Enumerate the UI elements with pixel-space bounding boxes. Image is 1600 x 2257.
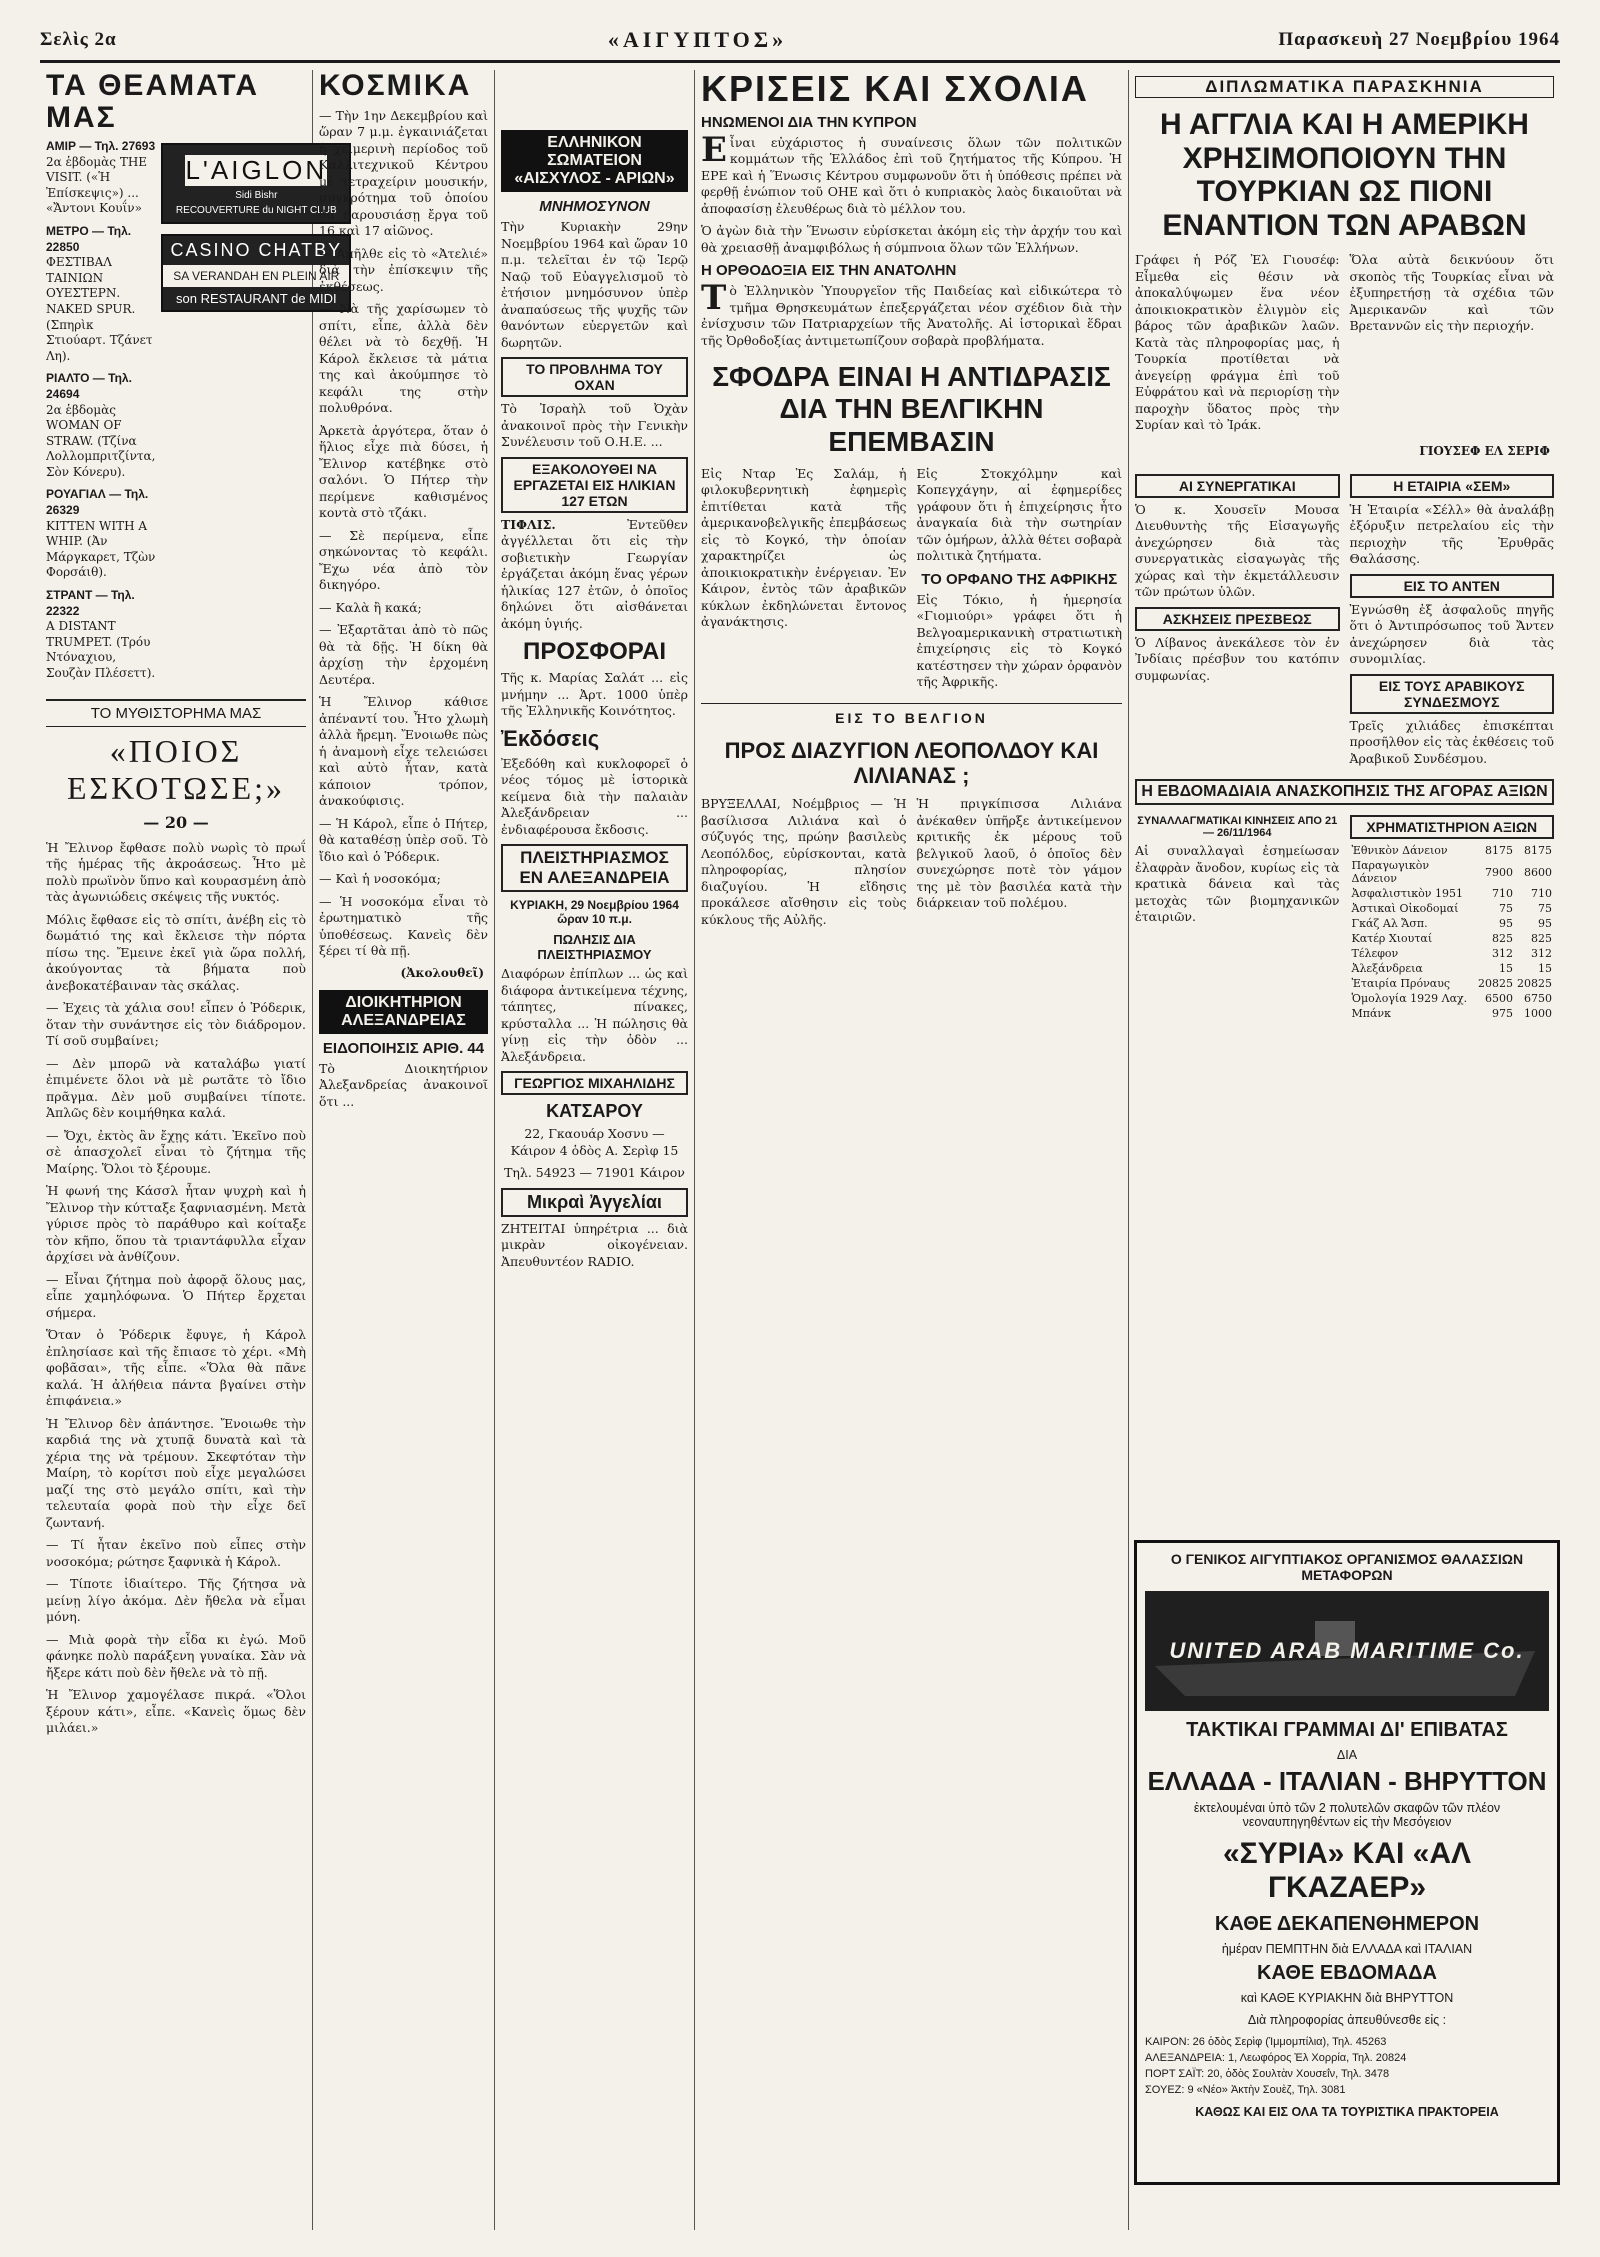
masthead xyxy=(40,20,1560,63)
notice-text: Τὸ Διοικητήριον Ἀλεξανδρείας ἀνακοινοῖ ὅτι ... xyxy=(319,1060,488,1109)
stock-name: Παραγωγικὸν Δάνειον xyxy=(1351,859,1430,886)
ad-frequency: ΚΑΘΕ ΕΒΔΟΜΑΔΑ xyxy=(1257,1962,1437,1984)
article-text: Γράφει ἡ Ρόζ Ἐλ Γιουσέφ: Εἶμεθα εἰς θέσιν νὰ ἀποκαλύψωμεν ἕνα νέον ἀποικιοκρατικὸν ἐλιγμὸν εἰς βάρος τῶν ἀραβικῶν λαῶν. Κατὰ τὰς πληροφορίας μας, ἡ Τουρκία προτίθεται νὰ ἀνεγείρῃ φράγμα ἐπὶ τοῦ Εὐφράτου καὶ νὰ περιορίσῃ τὴν παροχὴν ὕδατος πρὸς τὴν Συρίαν καὶ τὸ Ἰράκ. xyxy=(1135,252,1340,433)
box-text: Τὸ Ἰσραὴλ τοῦ Ὀχὰν ἀνακοινοῖ πρὸς τὴν Γενικὴν Συνέλευσιν τοῦ Ο.Η.Ε. ... xyxy=(501,401,688,449)
novel-paragraph: Μόλις ἔφθασε εἰς τὸ σπίτι, ἀνέβη εἰς τὸ δωμάτιό της καὶ ἔκλεισε τὴν πόρτα πίσω της. Ἔμεινε ἐκεῖ γιὰ ὥρα πολλή, ἀκούγοντας τὰ βήματα ποὺ ἀνεβοκατέβαιναν τὰς σκάλας. xyxy=(46,911,306,993)
novel-paragraph: Ἡ Ἔλινορ κάθισε ἀπέναντί του. Ἦτο χλωμὴ ἀλλὰ ἤρεμη. Ἔνοιωθε πὼς ἡ ἀναμονὴ εἶχε τελειώσει καὶ αὐτὸ ἦταν, κατὰ κάποιον τρόπον, ἀνακούφισις. xyxy=(319,694,488,808)
issue-date: Παρασκευὴ 27 Νοεμβρίου 1964 xyxy=(1278,29,1560,50)
notice-number: ΕΙΔΟΠΟΙΗΣΙΣ ΑΡΙΘ. 44 xyxy=(322,1039,485,1057)
novel-title: «ΠΟΙΟΣ ΕΣΚΟΤΩΣΕ;» xyxy=(67,732,285,806)
comment-text: Ὁ ἀγὼν διὰ τὴν Ἕνωσιν εὑρίσκεται ἀκόμη εἰς τὴν ἀρχήν του καὶ θὰ χρειασθῇ ἀναμφιβόλως ἡ σύμπνοια ὅλων τῶν Ἑλλήνων. xyxy=(701,223,1122,255)
ad-ship-names: «ΣΥΡΙΑ» ΚΑΙ «ΑΛ ΓΚΑΖΑΕΡ» xyxy=(1222,1837,1472,1904)
cinema-listing: ΣΤΡΑΝΤ — Τηλ. 22322 A DISTANT TRUMPET. (Τρόυ Ντόναχιου, Σουζὰν Πλέσεττ). xyxy=(46,588,156,680)
classifieds-heading: Μικραὶ Ἀγγελίαι xyxy=(501,1188,688,1217)
byline: ΓΙΟΥΣΕΦ ΕΛ ΣΕΡΙΦ xyxy=(1419,443,1550,458)
comment-subheading: Η ΟΡΘΟΔΟΞΙΑ ΕΙΣ ΤΗΝ ΑΝΑΤΟΛΗΝ xyxy=(701,262,957,280)
novel-paragraph: — Ἐχεις τὰ χάλια σου! εἶπεν ὁ Ῥόδερικ, ὅταν τὴν συνάντησε εἰς τὸν διάδρομον. Τί σοῦ συμβαίνει; xyxy=(46,1000,306,1049)
ad-organisation: Ο ΓΕΝΙΚΟΣ ΑΙΓΥΠΤΙΑΚΟΣ ΟΡΓΑΝΙΣΜΟΣ ΘΑΛΑΣΣΙΩΝ ΜΕΤΑΦΟΡΩΝ xyxy=(1170,1551,1524,1583)
section-heading-comments: ΚΡΙΣΕΙΣ ΚΑΙ ΣΧΟΛΙΑ xyxy=(701,68,1089,109)
publications-text: Ἐξεδόθη καὶ κυκλοφορεῖ ὁ νέος τόμος μὲ ἱστορικὰ κείμενα διὰ τὴν παλαιὰν Ἀλεξάνδρειαν ... ἐνδιαφέρουσα ἔκδοσις. xyxy=(501,755,688,837)
stock-row xyxy=(1350,843,1555,858)
stock-price: 825 xyxy=(1492,932,1513,946)
auction-heading: ΠΛΕΙΣΤΗΡΙΑΣΜΟΣ ΕΝ ΑΛΕΞΑΝΔΡΕΙΑ xyxy=(501,844,688,892)
cinema-listing: ΜΕΤΡΟ — Τηλ. 22850 ΦΕΣΤΙΒΑΛ ΤΑΙΝΙΩΝ ΟΥΕΣΤΕΡΝ. NAKED SPUR. (Σπηρὶκ Στιούαρτ. Τζάνετ Λη). xyxy=(46,223,153,363)
stock-row xyxy=(1350,961,1555,976)
box-heading: ΤΟ ΠΡΟΒΛΗΜΑ ΤΟΥ ΟΧΑΝ xyxy=(501,357,688,397)
novel-paragraph: — Καὶ ἡ νοσοκόμα; xyxy=(319,871,441,886)
page-number: Σελὶς 2α xyxy=(40,29,117,50)
novel-paragraph: Ἡ Ἔλινορ ἔφθασε πολὺ νωρὶς τὸ πρωΐ τῆς ἡμέρας τῆς ἀκροάσεως. Ἦτο μὲ πολὺ πρωϊνὸν ὕπνο καὶ κουρασμένη ἀπὸ τὰς ἀγωνιώδεις σκέψεις τῆς νυκτός. xyxy=(46,839,306,905)
brief-text: Ἡ Ἑταιρία «Σέλλ» θὰ ἀναλάβῃ ἐξόρυξιν πετρελαίου εἰς τὴν περιοχὴν τῆς Ἐρυθρᾶς Θαλάσσης. xyxy=(1349,501,1554,567)
auction-date: ΚΥΡΙΑΚΗ, 29 Νοεμβρίου 1964 ὥραν 10 π.μ. xyxy=(510,898,679,926)
contact-line: ΑΛΕΞΑΝΔΡΕΙΑ: 1, Λεωφόρος Ἐλ Χορρία, Τηλ. 20824 xyxy=(1145,2051,1407,2064)
two-column-article xyxy=(701,466,1122,697)
auction-subheading: ΠΩΛΗΣΙΣ ΔΙΑ ΠΛΕΙΣΤΗΡΙΑΣΜΟΥ xyxy=(537,932,652,962)
auction-text: Διαφόρων ἐπίπλων ... ὡς καὶ διάφορα ἀντικείμενα τέχνης, τάπητες, πίνακες, κρύσταλλα ... Ἡ πώλησις θὰ γίνῃ εἰς τὴν ὁδὸν ... Ἀλεξάνδρεια. xyxy=(501,966,688,1064)
ad-route: ΕΛΛΑΔΑ - ΙΤΑΛΙΑΝ - ΒΗΡΥΤΤΟΝ xyxy=(1147,1766,1547,1796)
memorial-text: Τὴν Κυριακὴν 29ην Νοεμβρίου 1964 καὶ ὥραν 10 π.μ. τελεῖται ἐν τῷ Ἱερῷ Ναῷ τοῦ Εὐαγγελισμοῦ τὸ ἐτήσιον μνημόσυνον ὑπὲρ ἀναπαύσεως τῆς ψυχῆς τῶν θανόντων εὐεργετῶν καὶ δωρητῶν. xyxy=(501,219,688,350)
stock-price: 15 xyxy=(1538,962,1552,976)
article-text: Ὅλα αὐτὰ δεικνύουν ὅτι σκοπὸς τῆς Τουρκίας εἶναι νὰ ἐξυπηρετήσῃ τὰ σχέδια τῶν Ἀμερικανῶν καὶ τῶν Βρεταννῶν εἰς τὴν περιοχήν. xyxy=(1349,252,1554,334)
stock-price: 20825 xyxy=(1517,977,1552,991)
brief-text: Ὁ κ. Χουσεῖν Μουσα Διευθυντὴς τῆς Εἰσαγωγῆς ἀνεχώρησεν διὰ τὰς συνεργατικὰς εἰσαγωγὰς τῆς χώρας καὶ τὴν ἐκμετάλλευσιν τῶν πρώτων ὑλῶν. xyxy=(1135,501,1340,600)
ship-illustration xyxy=(1145,1591,1549,1711)
ad-contacts xyxy=(1145,2035,1549,2099)
ship-lettering: UNITED ARAB MARITIME Co. xyxy=(1169,1638,1525,1663)
comment-subheading: ΗΝΩΜΕΝΟΙ ΔΙΑ ΤΗΝ ΚΥΠΡΟΝ xyxy=(701,113,917,131)
novel-paragraph: — Ἡ Κάρολ, εἶπε ὁ Πήτερ, θὰ καταθέσῃ ὑπὲρ σοῦ. Τὸ ἴδιο καὶ ὁ Ῥόδερικ. xyxy=(319,815,488,864)
market-heading: Η ΕΒΔΟΜΑΔΙΑΙΑ ΑΝΑΣΚΟΠΗΣΙΣ ΤΗΣ ΑΓΟΡΑΣ ΑΞΙΩΝ xyxy=(1135,779,1554,805)
serial-section-title: ΤΟ ΜΥΘΙΣΤΟΡΗΜΑ ΜΑΣ xyxy=(46,699,306,727)
article-subheading: ΤΟ ΟΡΦΑΝΟ ΤΗΣ ΑΦΡΙΚΗΣ xyxy=(921,570,1118,588)
turkey-headline: Η ΑΓΓΛΙΑ ΚΑΙ Η ΑΜΕΡΙΚΗ ΧΡΗΣΙΜΟΠΟΙΟΥΝ ΤΗΝ ΤΟΥΡΚΙΑΝ ΩΣ ΠΙΟΝΙ ΕΝΑΝΤΙΟΝ ΤΩΝ ΑΡΑΒΩΝ xyxy=(1160,108,1529,242)
stock-price: 6500 xyxy=(1485,992,1513,1006)
stock-name: Τέλεφον xyxy=(1351,947,1399,961)
ad-headline: ΤΑΚΤΙΚΑΙ ΓΡΑΜΜΑΙ ΔΙ' ΕΠΙΒΑΤΑΣ xyxy=(1186,1719,1508,1741)
column-society xyxy=(313,70,494,2230)
novel-paragraph: — Ἐξαρτᾶται ἀπὸ τὸ πῶς θὰ τὰ δῇς. Ἡ δίκη θὰ ἀρχίσῃ τὴν ἐρχομένη Δευτέρα. xyxy=(319,622,488,687)
article-text: Εἰς Στοκχόλμην καὶ Κοπεγχάγην, αἱ ἐφημερίδες γράφουν ὅτι ἡ ἐπιχείρησις ἦτο ἀναγκαία διὰ τὴν σωτηρίαν τῶν ὁμήρων, ἀλλὰ θέτει σοβαρὰ πολιτικὰ ζητήματα. xyxy=(916,465,1122,564)
brief-text: Ἐγνώσθη ἐξ ἀσφαλοῦς πηγῆς ὅτι ὁ Ἀντιπρόσωπος τοῦ Ἄντεν ἀνεχώρησεν διὰ τὰς συνομιλίας. xyxy=(1349,601,1554,667)
society-paragraph: — Τὴν 1ην Δεκεμβρίου καὶ ὥραν 7 μ.μ. ἐγκαινιάζεται ἡ χειμερινὴ περίοδος τοῦ Καλλιτεχνικοῦ Κέντρου μὲ τετραχείριν μουσικήν, συγκρότημα τοῦ ὁποίου θὰ παρουσιάσῃ ἔργα τοῦ 16 καὶ 17 αἰῶνος. xyxy=(319,107,488,238)
offerings-text: Τῆς κ. Μαρίας Σαλάτ ... εἰς μνήμην ... Ἀρτ. 1000 ὑπὲρ τῆς Ἐλληνικῆς Κοινότητος. xyxy=(501,670,688,718)
brief-heading: ΑΣΚΗΣΕΙΣ ΠΡΕΣΒΕΩΣ xyxy=(1135,607,1340,631)
stock-row xyxy=(1350,946,1555,961)
notice-heading: ΔΙΟΙΚΗΤΗΡΙΟΝ ΑΛΕΞΑΝΔΡΕΙΑΣ xyxy=(319,990,488,1034)
aiglon-ad: L'AIGLON Sidi Bishr RECOUVERTURE du NIGHT CLUB xyxy=(161,143,351,224)
shipping-advertisement: Ο ΓΕΝΙΚΟΣ ΑΙΓΥΠΤΙΑΚΟΣ ΟΡΓΑΝΙΣΜΟΣ ΘΑΛΑΣΣΙΩΝ ΜΕΤΑΦΟΡΩΝ UNITED ARAB MARITIME Co. ΤΑΚΤΙΚΑΙ ΓΡΑΜΜΑΙ ΔΙ' ΕΠΙΒΑΤΑΣ ΔΙΑ ΕΛΛΑΔΑ - ΙΤΑΛΙΑΝ - ΒΗΡΥΤΤΟΝ ἐκτελουμέναι ὑπὸ τῶν 2 πολυτελῶν σκαφῶν τῶν πλέον νεοναυπηγηθέντων εἰς τὴν Μεσόγειον «ΣΥΡΙΑ» ΚΑΙ «ΑΛ ΓΚΑΖΑΕΡ» ΚΑΘΕ ΔΕΚΑΠΕΝΘΗΜΕΡΟΝ ἡμέραν ΠΕΜΠΤΗΝ διὰ ΕΛΛΑΔΑ καὶ ΙΤΑΛΙΑΝ ΚΑΘΕ ΕΒΔΟΜΑΔΑ καὶ ΚΑΘΕ ΚΥΡΙΑΚΗΝ διὰ ΒΗΡΥΤΤΟΝ Διὰ πληροφορίας ἀπευθύνεσθε εἰς : ΚΑΙΡΟΝ: 26 ὁδὸς Σερὶφ (Ἰμμομπίλια), Τηλ. 45263 ΑΛΕΞΑΝΔΡΕΙΑ: 1, Λεωφόρος Ἐλ Χορρία, Τηλ. 20824 ΠΟΡΤ ΣΑΪΤ: 20, ὁδὸς Σουλτὰν Χουσεΐν, Τηλ. 3478 ΣΟΥΕΖ: 9 «Νέο» Ἀκτὴν Σουὲζ, Τηλ. 3081 ΚΑΘΩΣ ΚΑΙ ΕΙΣ ΟΛΑ ΤΑ ΤΟΥΡΙΣΤΙΚΑ ΠΡΑΚΤΟΡΕΙΑ xyxy=(1134,1540,1560,2185)
novel-paragraph: — Ὄχι, ἐκτὸς ἂν ἔχῃς κάτι. Ἐκεῖνο ποὺ σὲ ἀπασχολεῖ εἶναι τὸ ζήτημα τῆς Μαίρης. Ὅλοι τὸ ξέρουμε. xyxy=(46,1127,306,1176)
stock-name: Ἀσφαλιστικὸν 1951 xyxy=(1351,887,1463,901)
auctioneer-phone: Τηλ. 54923 — 71901 Κάιρον xyxy=(504,1165,685,1180)
publications-heading: Ἐκδόσεις xyxy=(501,725,600,751)
stock-price: 710 xyxy=(1531,887,1552,901)
stock-price: 7900 xyxy=(1485,865,1513,879)
belgian-intervention-headline: ΣΦΟΔΡΑ ΕΙΝΑΙ Η ΑΝΤΙΔΡΑΣΙΣ ΔΙΑ ΤΗΝ ΒΕΛΓΙΚΗΝ ΕΠΕΜΒΑΣΙΝ xyxy=(712,361,1111,457)
contact-line: ΠΟΡΤ ΣΑΪΤ: 20, ὁδὸς Σουλτὰν Χουσεΐν, Τηλ. 3478 xyxy=(1145,2067,1390,2080)
ad-subtext: ἐκτελουμέναι ὑπὸ τῶν 2 πολυτελῶν σκαφῶν τῶν πλέον νεοναυπηγηθέντων εἰς τὴν Μεσόγειον xyxy=(1193,1801,1501,1829)
novel-paragraph: Ἀρκετὰ ἀργότερα, ὅταν ὁ ἥλιος εἶχε πιὰ δύσει, ἡ Ἔλινορ κατέβηκε στὸ σαλόνι. Ὁ Πήτερ τὴν περίμενε καθισμένος κοντὰ στὸ τζάκι. xyxy=(319,422,488,520)
stock-price: 8175 xyxy=(1485,844,1513,858)
classifieds-text: ΖΗΤΕΙΤΑΙ ὑπηρέτρια ... διὰ μικρὰν οἰκογένειαν. Ἀπευθυντέον RADIO. xyxy=(501,1220,688,1269)
brief-heading: Η ΕΤΑΙΡΙΑ «ΣΕΜ» xyxy=(1350,474,1555,498)
brief-heading: ΑΙ ΣΥΝΕΡΓΑΤΙΚΑΙ xyxy=(1135,474,1340,498)
stock-price: 312 xyxy=(1531,947,1552,961)
novel-paragraph: — Εἶναι ζήτημα ποὺ ἀφορᾷ ὅλους μας, εἶπε χαμηλόφωνα. Ὁ Πήτερ ἔρχεται σήμερα. xyxy=(46,1271,306,1320)
stock-name: Ἐθνικὸν Δάνειον xyxy=(1351,844,1448,858)
two-column-article xyxy=(701,796,1122,934)
novel-paragraph: Ἡ Ἔλινορ χαμογέλασε πικρά. «Ὅλοι ξέρουν κάτι», εἶπε. «Κανεὶς ὅμως δὲν μιλάει.» xyxy=(46,1687,306,1736)
aiglon-logo: L'AIGLON xyxy=(185,155,328,185)
stock-name: Μπάνκ xyxy=(1351,1007,1391,1021)
stock-price: 975 xyxy=(1492,1007,1513,1021)
section-heading-diplomatic: ΔΙΠΛΩΜΑΤΙΚΑ ΠΑΡΑΣΚΗΝΙΑ xyxy=(1135,76,1554,98)
column-notices xyxy=(495,70,694,2230)
auctioneer-name: ΓΕΩΡΓΙΟΣ ΜΙΧΑΗΛΙΔΗΣ xyxy=(501,1071,688,1095)
stock-name: Ἐταιρία Πρόναυς xyxy=(1351,977,1451,991)
novel-paragraph: Ἡ φωνή της Κάσσλ ἦταν ψυχρὴ καὶ ἡ Ἔλινορ τὴν κύτταξε ξαφνιασμένη. Μετὰ γύρισε πρὸς τὸ παράθυρο καὶ κοίταξε τὸν κῆπο, ὅπου τὰ τριαντάφυλλα εἶχαν ἀρχίσει νὰ ἀνθίζουν. xyxy=(46,1183,306,1265)
comment-text: Εἶναι εὐχάριστος ἡ συναίνεσις ὅλων τῶν πολιτικῶν κομμάτων τῆς Ἑλλάδος ἐπὶ τοῦ ζητήματος τῆς Κύπρου. Ἡ ΕΡΕ καὶ ἡ Ἕνωσις Κέντρου συμφωνοῦν ὅτι ἡ ὑπόθεσις πρέπει νὰ φερθῇ ἐνώπιον τοῦ ΟΗΕ καὶ ὅτι ὁ κυπριακὸς λαὸς δικαιοῦται νὰ ἀποφασίσῃ ἐλευθέρως διὰ τὸ μέλλον του. xyxy=(701,129,1122,216)
stock-price: 825 xyxy=(1531,932,1552,946)
section-heading-theatres: ΤΑ ΘΕΑΜΑΤΑ ΜΑΣ xyxy=(46,69,260,134)
stock-name: Ἀλεξάνδρεια xyxy=(1351,962,1423,976)
column-theatres xyxy=(40,69,343,2230)
stock-row xyxy=(1350,991,1555,1006)
newspaper-title: «ΑΙΓΥΠΤΟΣ» xyxy=(607,27,788,52)
stock-name: Ἀστικαὶ Οἰκοδομαί xyxy=(1351,902,1459,916)
column-comments xyxy=(695,70,1128,2230)
stock-table xyxy=(1350,843,1555,1021)
comment-text: Τὸ Ἑλληνικὸν Ὑπουργεῖον τῆς Παιδείας καὶ εἰδικώτερα τὸ τμῆμα Θρησκευμάτων ἐπεξεργάζεται νέον σχέδιον διὰ τὴν ἐνίσχυσιν τῶν Πατριαρχείων τῆς Ἀνατολῆς. Αἱ ἱστορικαὶ ἕδραι τῆς Ὀρθοδοξίας ἀντιμετωπίζουν σοβαρὰ προβλήματα. xyxy=(701,278,1122,348)
brief-text: Τρεῖς χιλιάδες ἐπισκέπται προσῆλθον εἰς τὰς ἐκθέσεις τοῦ Ἀραβικοῦ Συνδέσμου. xyxy=(1349,717,1554,766)
stock-price: 95 xyxy=(1538,917,1552,931)
stock-row xyxy=(1350,901,1555,916)
stock-price: 710 xyxy=(1492,887,1513,901)
novel-paragraph: — Δὲν μπορῶ νὰ καταλάβω γιατί ἐπιμένετε ὅλοι νὰ μὲ ρωτᾶτε τὸ ἴδιο πρᾶγμα. Δὲν μοῦ συμβαίνει τίποτε. Ἁπλῶς δὲν κοιμήθηκα καλά. xyxy=(46,1055,306,1121)
news-briefs xyxy=(1135,468,1554,774)
offerings-heading: ΠΡΟΣΦΟΡΑΙ xyxy=(522,638,666,665)
market-text: Αἱ συναλλαγαὶ ἐσημείωσαν ἐλαφρὰν ἄνοδον, κυρίως εἰς τὰ κρατικὰ δάνεια καὶ τὰς μετοχὰς τῶν βιομηχανικῶν ἑταιριῶν. xyxy=(1135,843,1340,925)
column-diplomatic xyxy=(1129,70,1560,1530)
stock-name: Κατέρ Χιουταί xyxy=(1351,932,1433,946)
cinema-listing: ΡΙΑΛΤΟ — Τηλ. 24694 2α ἑβδομὰς WOMAN OF STRAW. (Τζίνα Λολλομπριτζίντα, Σὸν Κόνερυ). xyxy=(46,371,156,479)
society-heading: ΕΛΛΗΝΙΚΟΝ ΣΩΜΑΤΕΙΟΝ «ΑΙΣΧΥΛΟΣ - ΑΡΙΩΝ» xyxy=(501,130,688,192)
two-column-article xyxy=(1135,252,1554,440)
ad-footer: ΚΑΘΩΣ ΚΑΙ ΕΙΣ ΟΛΑ ΤΑ ΤΟΥΡΙΣΤΙΚΑ ΠΡΑΚΤΟΡΕΙΑ xyxy=(1195,2104,1499,2119)
box-heading: ΕΞΑΚΟΛΟΥΘΕΙ ΝΑ ΕΡΓΑΖΕΤΑΙ ΕΙΣ ΗΛΙΚΙΑΝ 127 ΕΤΩΝ xyxy=(501,457,688,513)
article-text: Εἰς Τόκιο, ἡ ἡμερησία «Γιομιούρι» γράφει ὅτι ἡ Βελγοαμερικανικὴ στρατιωτικὴ ἐπιχείρησις εἰς τὸ Κογκό κατέστησεν τὴν χώραν ὀρφανὸν τῆς Ἀφρικῆς. xyxy=(916,591,1122,690)
stock-price: 75 xyxy=(1499,902,1513,916)
stock-price: 8175 xyxy=(1524,844,1552,858)
brief-text: Ὁ Λίβανος ἀνεκάλεσε τὸν ἐν Ἰνδίαις πρέσβυν του κατόπιν συμφωνίας. xyxy=(1135,634,1340,683)
novel-paragraph: — Καλὰ ἢ κακά; xyxy=(319,599,422,615)
stock-price: 8600 xyxy=(1524,865,1552,879)
auctioneer-address: 22, Γκαουάρ Χοσνυ — Κάιρον 4 ὁδὸς Α. Σερὶφ 15 xyxy=(510,1126,679,1158)
contact-line: ΣΟΥΕΖ: 9 «Νέο» Ἀκτὴν Σουὲζ, Τηλ. 3081 xyxy=(1145,2083,1346,2096)
stock-row xyxy=(1350,976,1555,991)
stock-price: 95 xyxy=(1499,917,1513,931)
installment-number: — 20 — xyxy=(143,812,209,832)
cinema-listing: ΑΜΙΡ — Τηλ. 27693 2α ἑβδομὰς THE VISIT. («Ἡ Ἐπίσκεψις») ... «Ἄντονι Κουΐν» xyxy=(46,139,156,216)
article-text: ΒΡΥΞΕΛΛΑΙ, Νοέμβριος — Ἡ βασίλισσα Λιλιάνα καὶ ὁ σύζυγός της, πρώην βασιλεὺς Λεοπόλδος, εὑρίσκονται, κατὰ πληροφορίας, πλησίον διαζυγίου. Ἡ εἴδησις προκάλεσε αἴσθησιν εἰς τοὺς κύκλους τῆς Αὐλῆς. xyxy=(701,796,907,927)
stock-name: Ὁμολογία 1929 Λαχ. xyxy=(1351,992,1468,1006)
article-text: Ἡ πριγκίπισσα Λιλιάνα ἀνέκαθεν ὑπῆρξε ἀντικείμενον κριτικῆς ἐκ μέρους τοῦ βελγικοῦ λαοῦ, ὁ ὁποῖος δὲν συνεχώρησε ποτὲ τὸν γάμον της μὲ τὸν βασιλέα κατὰ τὴν διάρκειαν τοῦ πολέμου. xyxy=(916,796,1122,911)
box-text: ΤΙΦΛΙΣ. Ἐντεῦθεν ἀγγέλλεται ὅτι εἰς τὴν σοβιετικὴν Γεωργίαν ἐργάζεται ἀκόμη ἕνας γέρων ἡλικίας 127 ἐτῶν, ὁ ὁποῖος δηλώνει ὅτι αἰσθάνεται ἀκόμη ὑγιής. xyxy=(501,516,688,631)
ad-info: Διὰ πληροφορίας ἀπευθύνεσθε εἰς : xyxy=(1247,2013,1447,2027)
brief-heading: ΕΙΣ ΤΟ ΑΝΤΕΝ xyxy=(1350,574,1555,598)
to-be-continued: (Ἀκολουθεῖ) xyxy=(400,965,484,980)
novel-paragraph: — Μιὰ φορὰ τὴν εἶδα κι ἐγώ. Μοῦ φάνηκε πολὺ παράξενη γυναίκα. Σὰν νὰ ἤξερε κάτι ποὺ δὲν ἤθελε νὰ τὸ πῇ. xyxy=(46,1631,306,1680)
market-subheading: ΣΥΝΑΛΛΑΓΜΑΤΙΚΑΙ ΚΙΝΗΣΕΙΣ ΑΠΟ 21 — 26/11/1964 xyxy=(1137,815,1338,840)
novel-paragraph: — Τί ἦταν ἐκεῖνο ποὺ εἶπες στὴν νοσοκόμα; ρώτησε ξαφνικὰ ἡ Κάρολ. xyxy=(46,1537,306,1569)
stock-price: 75 xyxy=(1538,902,1552,916)
novel-paragraph: Ἡ Ἔλινορ δὲν ἀπάντησε. Ἔνοιωθε τὴν καρδιά της νὰ χτυπᾷ δυνατὰ καὶ τὰ χέρια της νὰ τρέμουν. Σκεφτόταν τὴν Μαίρη, τὸ κορίτσι ποὺ εἶχε μεγαλώσει μαζί της στὸ μεγάλο σπίτι, καὶ τὴν τελευταία φορὰ ποὺ τὴν εἶχε δεῖ ζωντανή. xyxy=(46,1415,306,1530)
stock-row xyxy=(1350,886,1555,901)
stock-price: 6750 xyxy=(1524,992,1552,1006)
belgium-kicker: ΕΙΣ ΤΟ ΒΕΛΓΙΟΝ xyxy=(701,703,1122,726)
stock-row xyxy=(1350,858,1555,886)
stock-name: Γκάζ Αλ Ἄσπ. xyxy=(1351,917,1428,931)
section-heading-society: ΚΟΣΜΙΚΑ xyxy=(319,69,472,102)
belgium-headline: ΠΡΟΣ ΔΙΑΖΥΓΙΟΝ ΛΕΟΠΟΛΔΟΥ ΚΑΙ ΛΙΛΙΑΝΑΣ ; xyxy=(724,737,1099,789)
casino-chatby-ad: CASINO CHATBY SA VERANDAH EN PLEIN AIR son RESTAURANT de MIDI xyxy=(161,234,351,312)
novel-paragraph: — Ἡ νοσοκόμα εἶναι τὸ ἐρωτηματικὸ τῆς ὑποθέσεως. Κανεὶς δὲν ξέρει τί θὰ πῇ. xyxy=(319,893,488,958)
stock-table-heading: ΧΡΗΜΑΤΙΣΤΗΡΙΟΝ ΑΞΙΩΝ xyxy=(1350,815,1555,839)
stock-row xyxy=(1350,1006,1555,1021)
stock-price: 15 xyxy=(1499,962,1513,976)
society-paragraph: — Ἀπῆλθε εἰς τὸ «Ἀτελιέ» διὰ τὴν ἐπίσκεψιν τῆς ἐκθέσεως. xyxy=(319,245,488,294)
memorial-heading: ΜΝΗΜΟΣΥΝΟΝ xyxy=(539,198,650,215)
novel-paragraph: — Σὲ περίμενα, εἶπε σηκώνοντας τὸ κεφάλι. Ἔχω νέα ἀπὸ τὸν δικηγόρο. xyxy=(319,527,488,592)
stock-price: 20825 xyxy=(1478,977,1513,991)
stock-price: 1000 xyxy=(1524,1007,1552,1021)
ad-frequency: ΚΑΘΕ ΔΕΚΑΠΕΝΘΗΜΕΡΟΝ xyxy=(1214,1913,1480,1935)
cinema-listing: ΡΟΥΑΓΙΑΛ — Τηλ. 26329 KITTEN WITH A WHIP. (Ἀν Μάργκαρετ, Τζὼν Φορσάιθ). xyxy=(46,487,156,580)
stock-row xyxy=(1350,916,1555,931)
contact-line: ΚΑΙΡΟΝ: 26 ὁδὸς Σερὶφ (Ἰμμομπίλια), Τηλ. 45263 xyxy=(1145,2036,1387,2048)
stock-price: 312 xyxy=(1492,947,1513,961)
novel-paragraph: — Νὰ τῆς χαρίσωμεν τὸ σπίτι, εἶπε, ἀλλὰ δὲν θέλει νὰ τὸ δεχθῇ. Ἡ Κάρολ ἔκλεισε τὰ μάτια της καὶ ἀκούμπησε τὸ κεφάλι της στὴν πολυθρόνα. xyxy=(319,301,488,415)
brief-heading: ΕΙΣ ΤΟΥΣ ΑΡΑΒΙΚΟΥΣ ΣΥΝΔΕΣΜΟΥΣ xyxy=(1350,674,1555,714)
stock-row xyxy=(1350,931,1555,946)
novel-paragraph: Ὅταν ὁ Ῥόδερικ ἔφυγε, ἡ Κάρολ ἐπλησίασε καὶ τῆς ἔπιασε τὸ χέρι. «Μὴ φοβᾶσαι», τῆς εἶπε. «Ὅλα θὰ πᾶνε καλά. Ἡ ἀλήθεια πάντα βγαίνει στὴν ἐπιφάνεια.» xyxy=(46,1327,306,1409)
article-text: Εἰς Νταρ Ἐς Σαλάμ, ἡ φιλοκυβερνητικὴ ἐφημερὶς ἐπιτίθεται κατὰ τῆς ἀμερικανοβελγικῆς ἐπεμβάσεως εἰς τὸ Κογκό, τὴν ὁποίαν χαρακτηρίζει ὡς ἀποικιοκρατικὴν ἐνέργειαν. Ἐν Κάιρον, ἐντὸς τῶν ἀραβικῶν κύκλων ἐκδηλώνεται ἔντονος ἀγανάκτησις. xyxy=(701,465,907,630)
market-section xyxy=(1135,809,1554,1021)
novel-paragraph: — Τίποτε ἰδιαίτερο. Τῆς ζήτησα νὰ μείνῃ λίγο ἀκόμα. Δὲν ἤθελα νὰ εἶμαι μόνη. xyxy=(46,1576,306,1625)
auctioneer-sub: ΚΑΤΣΑΡΟΥ xyxy=(546,1101,643,1121)
